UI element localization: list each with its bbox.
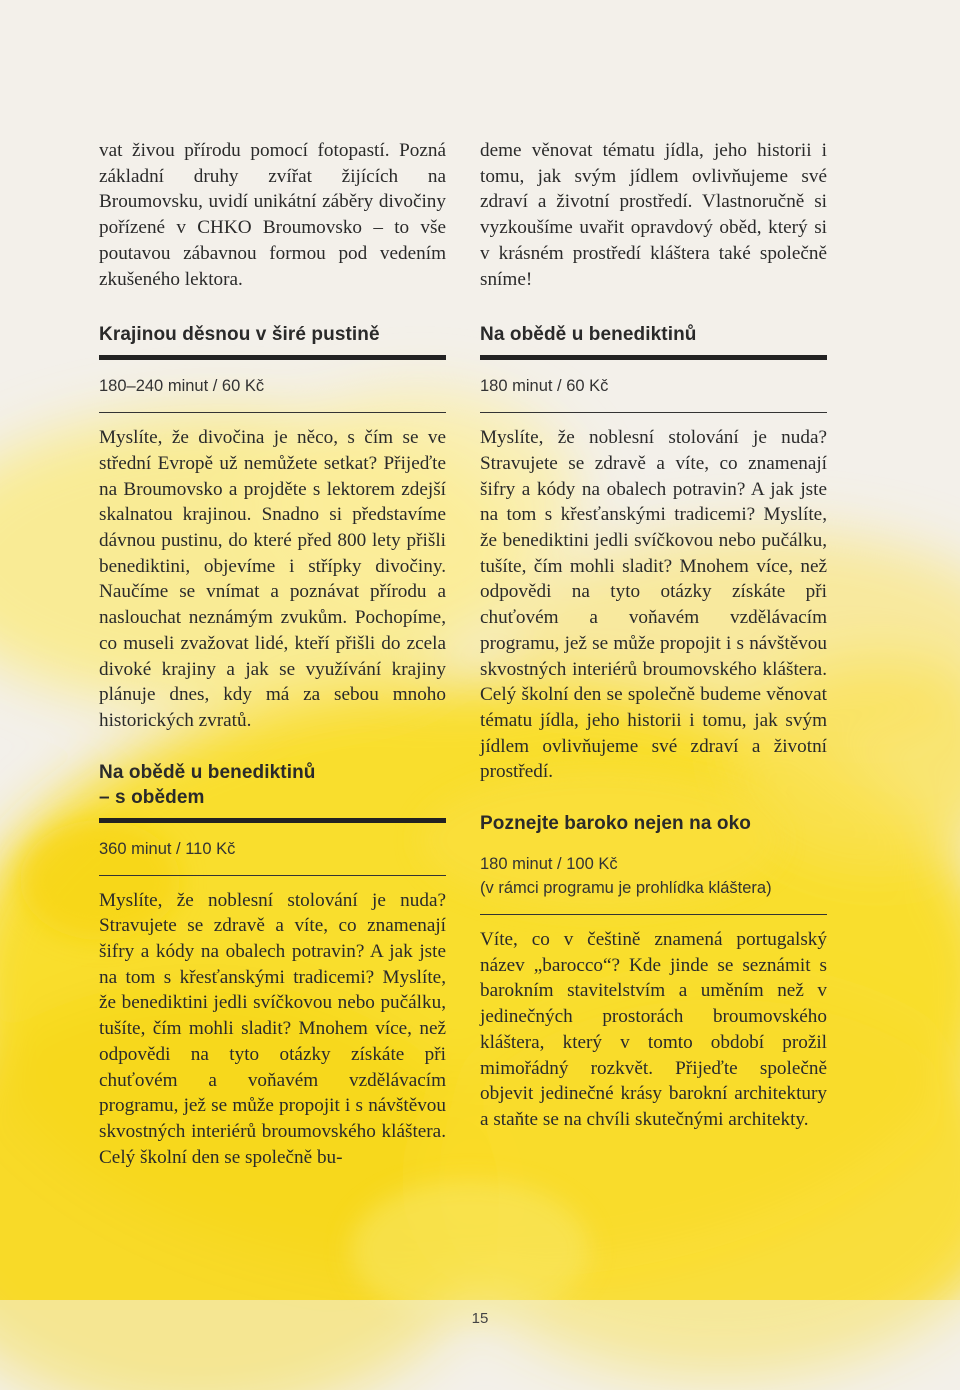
section-krajinou [99, 322, 446, 733]
left-intro-text: vat živou přírodu pomocí fotopastí. Pozná základní druhy zvířat žijících na Broumovsku, uvidí unikátní záběry divočiny pořízené v CHKO Broumovsko – to vše poutavou zábavnou formou pod vedením zkušeného lektora. [99, 140, 446, 290]
thin-divider [99, 412, 446, 413]
duration-price: 180–240 minut / 60 Kč [99, 377, 265, 396]
thick-divider [480, 355, 827, 360]
program-note: (v rámci programu je prohlídka kláštera) [480, 879, 772, 898]
section-title: Krajinou děsnou v širé pustině [99, 324, 380, 346]
thin-divider [480, 412, 827, 413]
left-column [99, 138, 446, 1170]
section-obed-s-obedem [99, 760, 446, 1171]
section-text: Myslíte, že divočina je něco, s čím se ve střední Evropě už nemůžete setkat? Přijeďte na Broumovsko a projděte s lektorem zdejší skalnatou krajinou. Snadno si představíme dávnou pustinu, do které před 800 lety přišli benediktini, objevíme i střípky divočiny. Naučíme se vnímat a poznávat přírodu a naslouchat neznámým zvukům. Pochopíme, co museli zvažovat lidé, kteří přišli do zcela divoké krajiny a jak se využívání krajiny plánuje dnes, kdy má za sebou mnoho historických zvratů. [99, 427, 446, 731]
section-title-line1: Na obědě u benediktinů [99, 761, 316, 783]
section-baroko [480, 811, 827, 1133]
thin-divider [99, 875, 446, 876]
section-text: Myslíte, že noblesní stolování je nuda? Stravujete se zdravě a víte, co znamenají šifry a kódy na obalech potravin? A jak jste na tom s křesťanskými tradicemi? Myslíte, že benediktini jedli svíčkovou nebo pučálku, tušíte, čím mohli sladit? Mnohem více, než odpovědi na tyto otázky získáte při chuťovém a voňavém vzdělávacím programu, jež se může propojit i s návštěvou skvostných interiérů broumovského kláštera. Celý školní den se společně budeme věnovat tématu jídla, jeho historii i tomu, jak svým jídlem ovlivňujeme své zdraví a životní prostředí. [480, 427, 827, 783]
duration-price: 180 minut / 100 Kč [480, 855, 618, 874]
thick-divider [99, 355, 446, 360]
right-intro-text: deme věnovat tématu jídla, jeho historii i tomu, jak svým jídlem ovlivňujeme své zdraví a životní prostředí. Vlastnoručně si vyzkoušíme uvařit opravdový oběd, který si v krásném prostředí kláštera také společně sníme! [480, 140, 827, 290]
right-column [480, 138, 827, 1133]
section-title-line2: – s obědem [99, 786, 205, 808]
duration-price: 180 minut / 60 Kč [480, 377, 609, 396]
thin-divider [480, 914, 827, 915]
section-title: Na obědě u benediktinů [480, 324, 697, 346]
thick-divider [99, 818, 446, 823]
page-number: 15 [471, 1310, 489, 1327]
section-text: Myslíte, že noblesní stolování je nuda? Stravujete se zdravě a víte, co znamenají šifry a kódy na obalech potravin? A jak jste na tom s křesťanskými tradicemi? Myslíte, že benediktini jedli svíčkovou nebo pučálku, tušíte, čím mohli sladit? Mnohem více, než odpovědi na tyto otázky získáte při chuťovém a voňavém vzdělávacím programu, jež se může propojit i s návštěvou skvostných interiérů broumovského kláštera. Celý školní den se společně bu- [99, 889, 446, 1168]
section-obed [480, 322, 827, 785]
section-text: Víte, co v češtině znamená portugalský název „barocco“? Kde jinde se seznámit s barokním stavitelstvím a uměním než v jedinečných prostorách broumovského kláštera, který v tomto období prožil mimořádný rozkvět. Přijeďte společně objevit jedinečné krásy barokní architektury a staňte se na chvíli skutečnými architekty. [480, 929, 827, 1130]
section-title: Poznejte baroko nejen na oko [480, 813, 751, 835]
duration-price: 360 minut / 110 Kč [99, 839, 236, 858]
